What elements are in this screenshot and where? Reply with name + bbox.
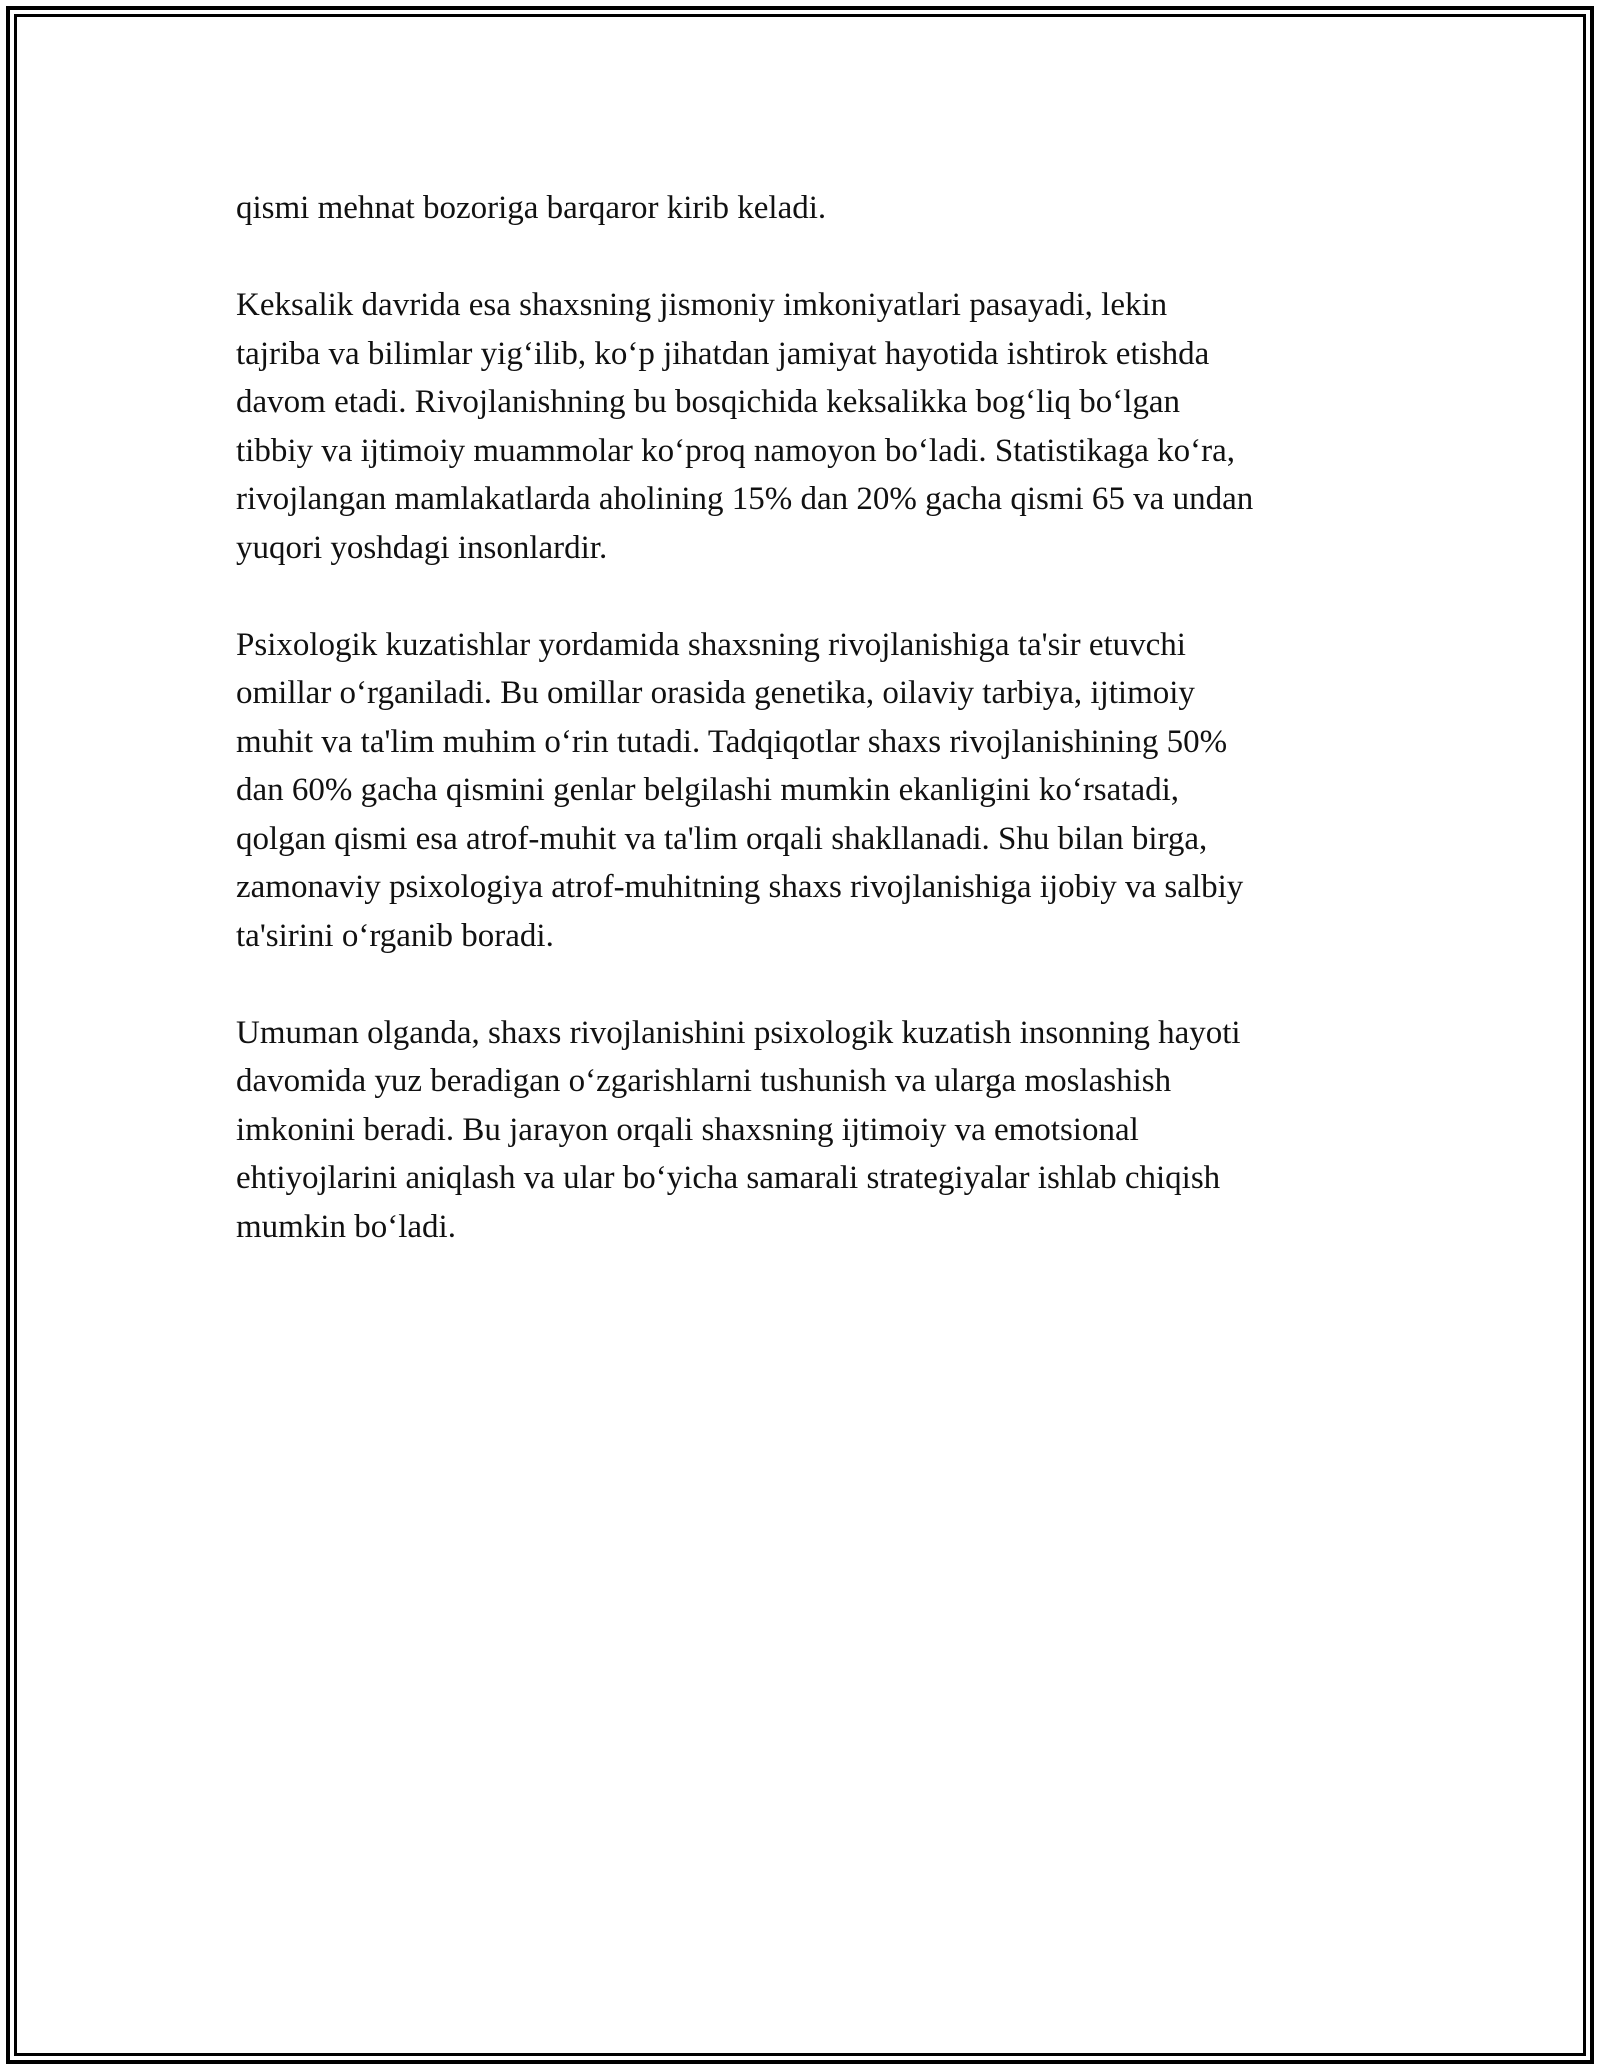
paragraph-1 — [236, 184, 1376, 233]
document-body — [236, 184, 1376, 1300]
text-line: imkonini beradi. Bu jarayon orqali shaxsning ijtimoiy va emotsional — [236, 1111, 1139, 1148]
text-line: tibbiy va ijtimoiy muammolar ko‘proq namoyon bo‘ladi. Statistikaga ko‘ra, — [236, 432, 1235, 469]
text-line: qolgan qismi esa atrof-muhit va ta'lim orqali shakllanadi. Shu bilan birga, — [236, 820, 1208, 857]
text-line: rivojlangan mamlakatlarda aholining 15% dan 20% gacha qismi 65 va undan — [236, 481, 1254, 517]
text-line: mumkin bo‘ladi. — [236, 1208, 456, 1245]
text-line: ta'sirini o‘rganib boradi. — [236, 917, 554, 954]
text-line: ehtiyojlarini aniqlash va ular bo‘yicha samarali strategiyalar ishlab chiqish — [236, 1160, 1221, 1196]
paragraph-4 — [236, 1009, 1376, 1252]
text-line: davomida yuz beradigan o‘zgarishlarni tushunish va ularga moslashish — [236, 1063, 1172, 1099]
paragraph-2 — [236, 281, 1376, 572]
text-line: dan 60% gacha qismini genlar belgilashi mumkin ekanligini ko‘rsatadi, — [236, 772, 1180, 808]
text-line: Psixologik kuzatishlar yordamida shaxsning rivojlanishiga ta'sir etuvchi — [236, 626, 1186, 663]
text-line: muhit va ta'lim muhim o‘rin tutadi. Tadqiqotlar shaxs rivojlanishining 50% — [236, 723, 1228, 760]
text-line: yuqori yoshdagi insonlardir. — [236, 529, 608, 566]
text-line: omillar o‘rganiladi. Bu omillar orasida genetika, oilaviy tarbiya, ijtimoiy — [236, 675, 1195, 711]
text-line: zamonaviy psixologiya atrof-muhitning shaxs rivojlanishiga ijobiy va salbiy — [236, 869, 1244, 905]
text-line: qismi mehnat bozoriga barqaror kirib keladi. — [236, 190, 827, 226]
text-line: Keksalik davrida esa shaxsning jismoniy imkoniyatlari pasayadi, lekin — [236, 287, 1168, 323]
text-line: tajriba va bilimlar yig‘ilib, ko‘p jihatdan jamiyat hayotida ishtirok etishda — [236, 335, 1210, 372]
paragraph-3 — [236, 621, 1376, 961]
text-line: davom etadi. Rivojlanishning bu bosqichida keksalikka bog‘liq bo‘lgan — [236, 384, 1181, 420]
text-line: Umuman olganda, shaxs rivojlanishini psixologik kuzatish insonning hayoti — [236, 1014, 1241, 1051]
